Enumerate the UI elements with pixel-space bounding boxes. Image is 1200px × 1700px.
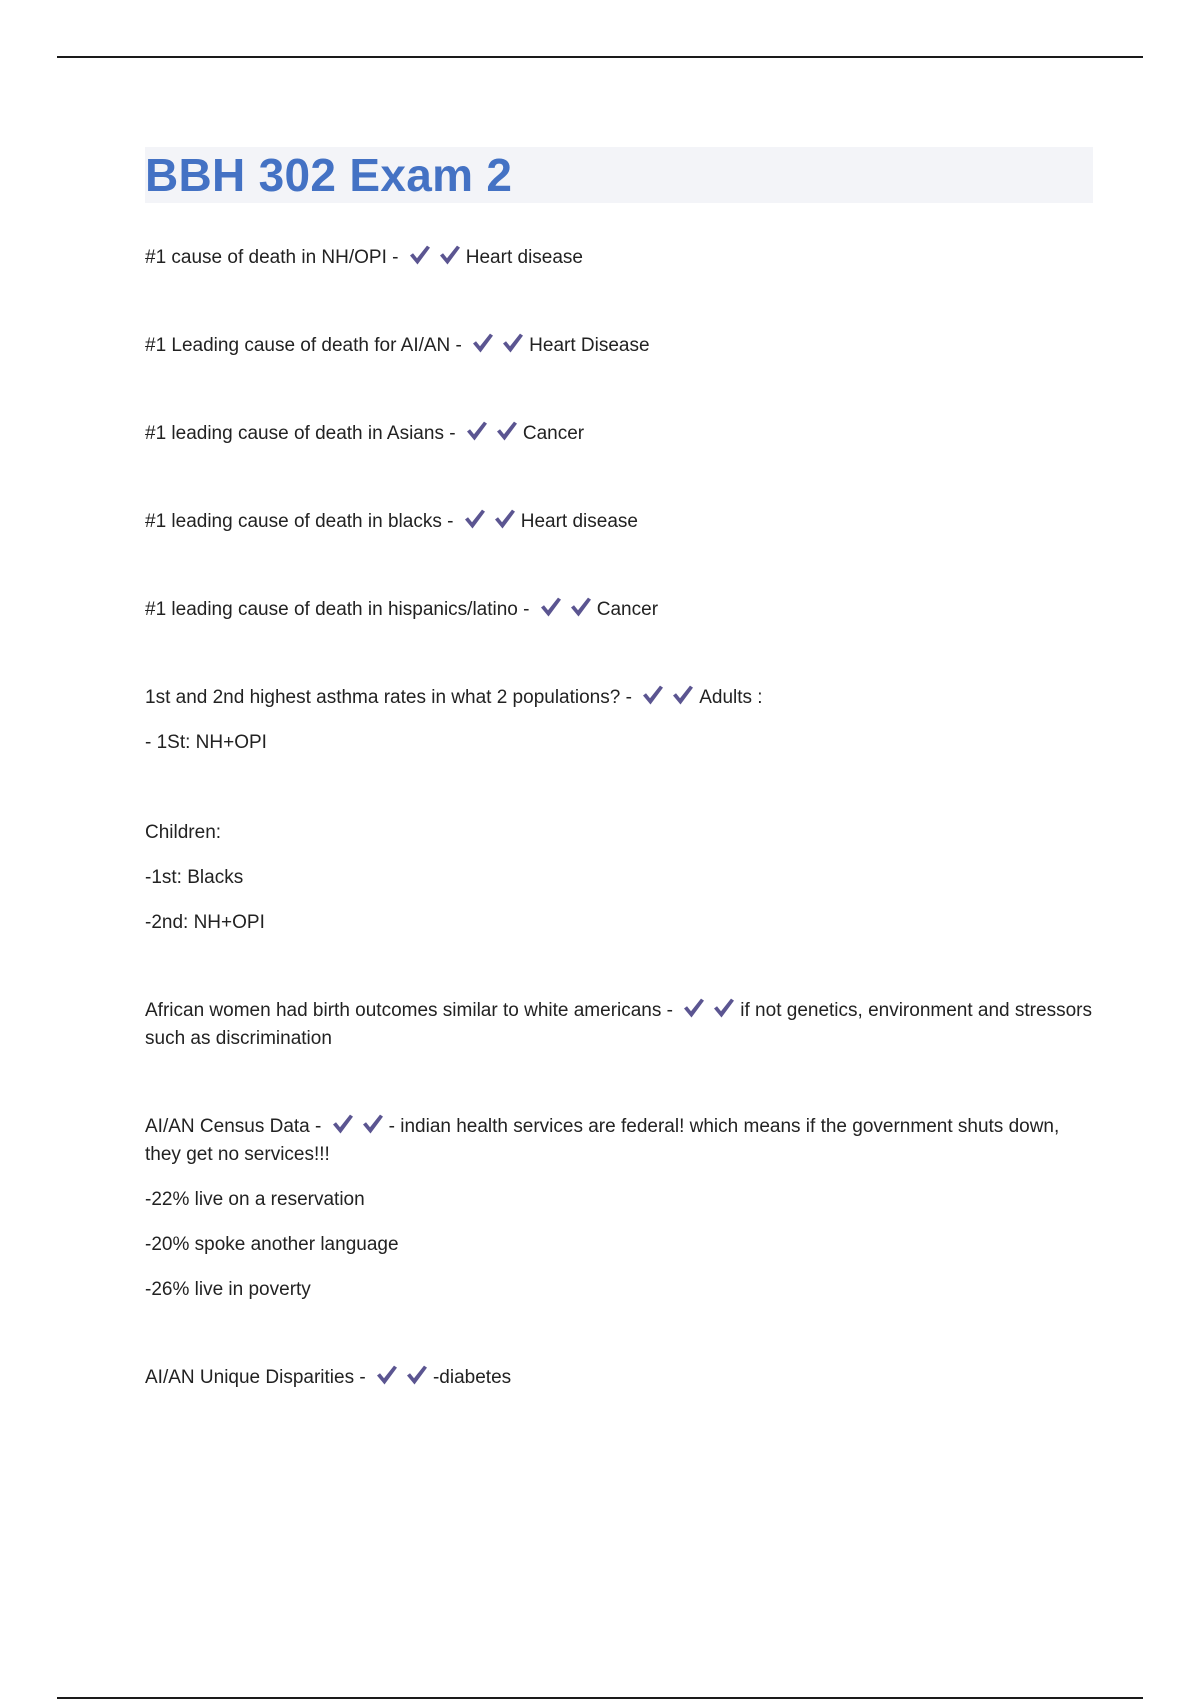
flashcard [145, 1363, 1093, 1392]
term-separator: - [443, 423, 461, 444]
flashcard-term: AI/AN Unique Disparities [145, 1367, 355, 1388]
flashcard-answer-line: -20% spoke another language [145, 1234, 399, 1255]
flashcard-answer: Cancer [522, 423, 585, 444]
flashcard-answer: Heart disease [520, 511, 638, 532]
flashcard-question-line [145, 243, 1093, 272]
flashcard-answer-line [145, 774, 1093, 802]
bottom-rule [57, 1697, 1143, 1699]
flashcard-question-line [145, 1363, 1093, 1392]
answer-checkmarks [464, 419, 519, 443]
flashcard [145, 507, 1093, 536]
flashcard-term: AI/AN Census Data [145, 1116, 310, 1137]
flashcard [145, 243, 1093, 272]
flashcard [145, 1112, 1093, 1304]
flashcard-question-line [145, 419, 1093, 448]
document-body [145, 147, 1093, 1392]
answer-checkmarks [538, 595, 593, 619]
answer-checkmarks [640, 683, 695, 707]
flashcard-term: #1 Leading cause of death for AI/AN [145, 335, 451, 356]
flashcard-question-line [145, 683, 1093, 712]
document-title: BBH 302 Exam 2 [145, 149, 513, 201]
term-separator: - [620, 687, 638, 708]
flashcard-term: #1 leading cause of death in blacks [145, 511, 442, 532]
flashcard-answer-line: -2nd: NH+OPI [145, 912, 265, 933]
answer-checkmarks [330, 1112, 385, 1136]
check-mark-icon [494, 419, 519, 443]
flashcard-answer: Adults : [699, 687, 763, 708]
flashcard [145, 683, 1093, 937]
flashcard-answer: -diabetes [432, 1367, 512, 1388]
flashcard-term: #1 cause of death in NH/OPI [145, 247, 387, 268]
check-mark-icon [670, 683, 695, 707]
check-mark-icon [407, 243, 432, 267]
check-mark-icon [681, 996, 706, 1020]
flashcard-answer: - indian health services are federal! which means if the government shuts down, they get no services!!! [145, 1116, 1060, 1165]
term-separator: - [386, 247, 404, 268]
flashcard-answer-line: -1st: Blacks [145, 867, 244, 888]
flashcard-answer: Cancer [596, 599, 659, 620]
term-separator: - [309, 1116, 327, 1137]
flashcard-question-line [145, 1112, 1093, 1169]
check-mark-icon [374, 1363, 399, 1387]
check-mark-icon [538, 595, 563, 619]
flashcard-answer-line: -22% live on a reservation [145, 1189, 365, 1210]
term-separator: - [441, 511, 459, 532]
flashcard-term: 1st and 2nd highest asthma rates in what 2 populations? [145, 687, 621, 708]
flashcard [145, 331, 1093, 360]
answer-checkmarks [374, 1363, 429, 1387]
term-separator: - [354, 1367, 371, 1388]
check-mark-icon [404, 1363, 429, 1387]
flashcard-answer-line: -26% live in poverty [145, 1279, 311, 1300]
check-mark-icon [500, 331, 525, 355]
answer-checkmarks [407, 243, 462, 267]
flashcard-term: #1 leading cause of death in hispanics/latino [145, 599, 518, 620]
flashcard-term: African women had birth outcomes similar to white americans [145, 1000, 662, 1021]
flashcard-answer-line: - 1St: NH+OPI [145, 732, 267, 753]
check-mark-icon [464, 419, 489, 443]
answer-checkmarks [681, 996, 736, 1020]
flashcard [145, 419, 1093, 448]
check-mark-icon [462, 507, 487, 531]
term-separator: - [517, 599, 535, 620]
flashcard-question-line [145, 996, 1093, 1053]
term-separator: - [661, 1000, 679, 1021]
flashcard-answer: if not genetics, environment and stressors such as discrimination [145, 1000, 1092, 1049]
answer-checkmarks [470, 331, 525, 355]
check-mark-icon [360, 1112, 385, 1136]
flashcard-term: #1 leading cause of death in Asians [145, 423, 444, 444]
term-separator: - [450, 335, 468, 356]
flashcard-question-line [145, 595, 1093, 624]
check-mark-icon [492, 507, 517, 531]
flashcard-list [145, 243, 1093, 1392]
flashcard [145, 595, 1093, 624]
top-rule [57, 56, 1143, 58]
answer-checkmarks [462, 507, 517, 531]
flashcard-question-line [145, 507, 1093, 536]
flashcard-answer: Heart disease [465, 247, 583, 268]
title-band [145, 147, 1093, 203]
check-mark-icon [437, 243, 462, 267]
check-mark-icon [330, 1112, 355, 1136]
check-mark-icon [711, 996, 736, 1020]
check-mark-icon [470, 331, 495, 355]
flashcard-question-line [145, 331, 1093, 360]
check-mark-icon [568, 595, 593, 619]
flashcard [145, 996, 1093, 1053]
flashcard-answer: Heart Disease [529, 335, 650, 356]
check-mark-icon [640, 683, 665, 707]
flashcard-answer-line: Children: [145, 822, 222, 843]
